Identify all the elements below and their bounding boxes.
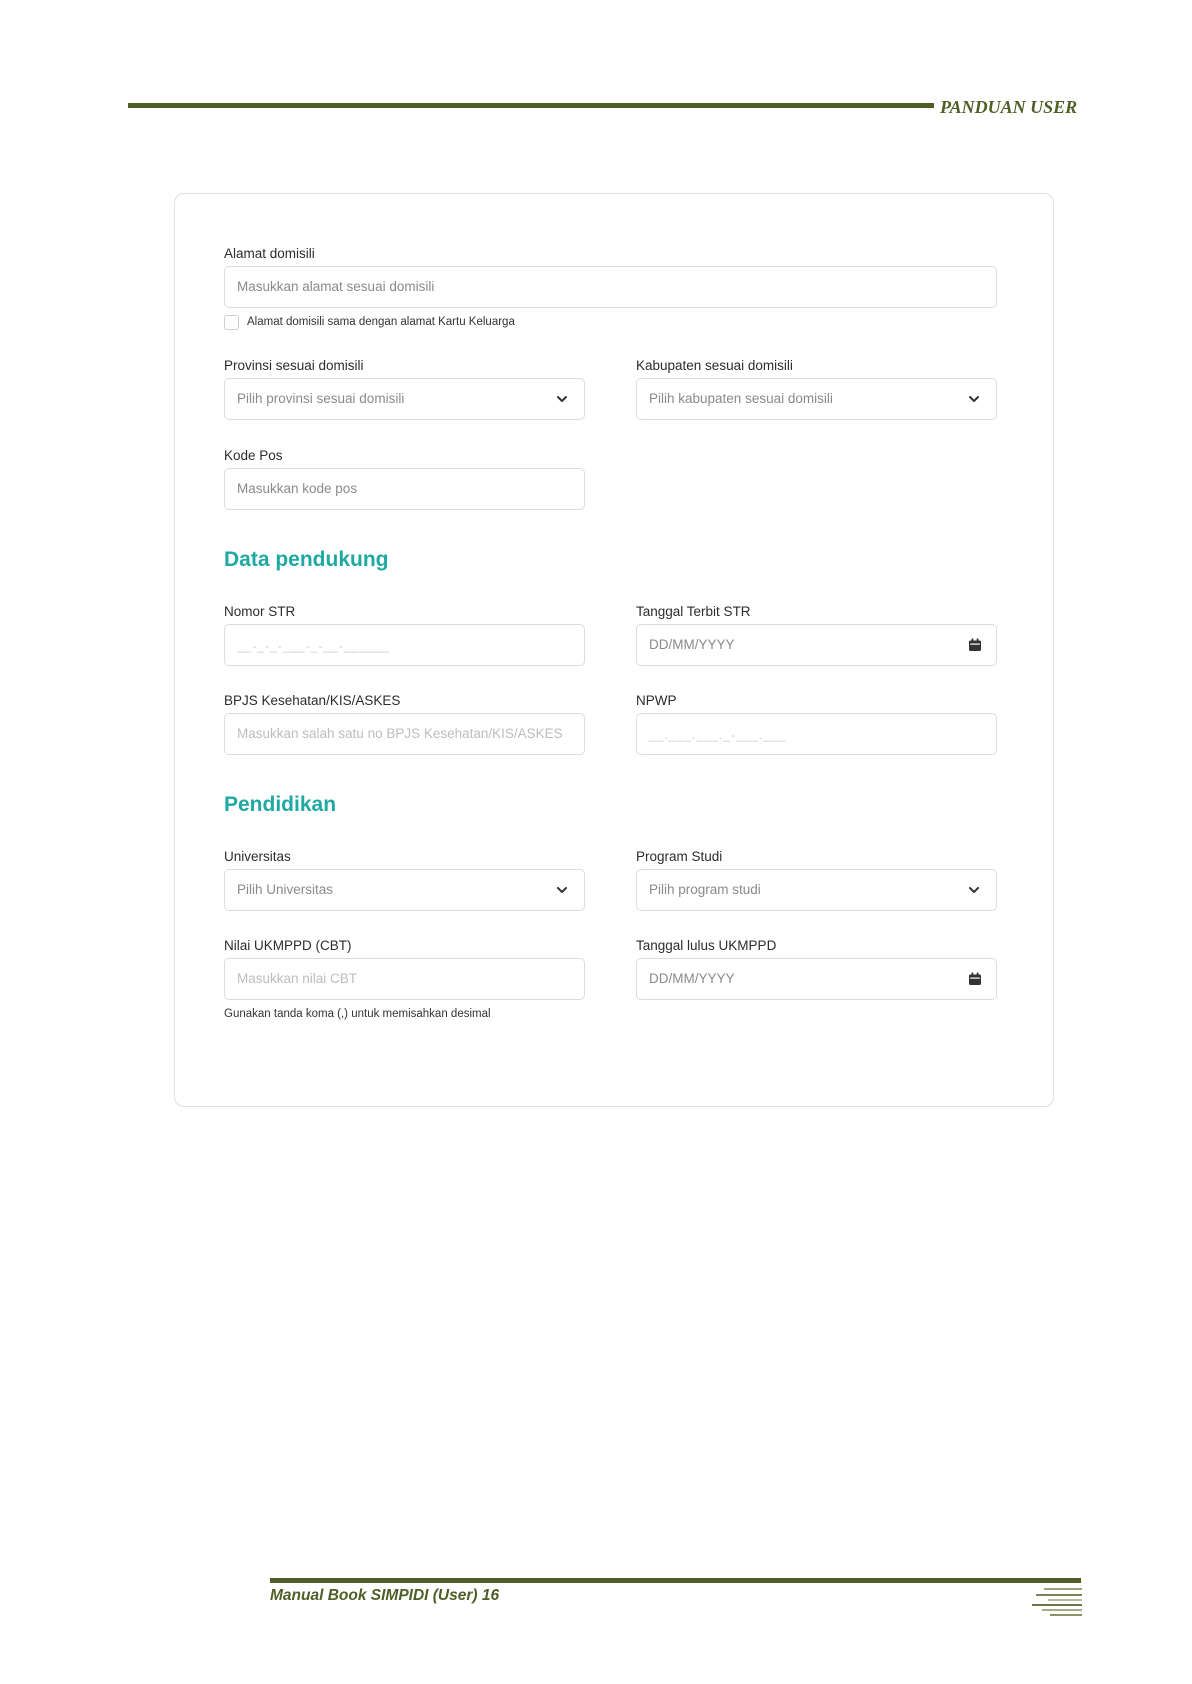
postal-code-placeholder: Masukkan kode pos	[237, 481, 358, 496]
graduation-date-label: Tanggal lulus UKMPPD	[636, 938, 777, 953]
calendar-icon[interactable]	[968, 638, 982, 652]
province-placeholder: Pilih provinsi sesuai domisili	[237, 391, 405, 406]
bpjs-placeholder: Masukkan salah satu no BPJS Kesehatan/KIS/ASKES	[237, 726, 563, 741]
str-date-input[interactable]	[636, 624, 997, 666]
cbt-score-placeholder: Masukkan nilai CBT	[237, 971, 358, 986]
chevron-down-icon	[554, 391, 570, 407]
header-rule	[128, 103, 934, 108]
university-placeholder: Pilih Universitas	[237, 882, 334, 897]
province-label: Provinsi sesuai domisili	[224, 358, 364, 373]
npwp-input[interactable]	[636, 713, 997, 755]
study-program-label: Program Studi	[636, 849, 723, 864]
str-number-input[interactable]	[224, 624, 585, 666]
same-as-kk-label: Alamat domisili sama dengan alamat Kartu Keluarga	[247, 316, 515, 328]
header-title: PANDUAN USER	[940, 97, 1078, 117]
npwp-mask: __.___.___._-___.___	[649, 728, 787, 742]
regency-label: Kabupaten sesuai domisili	[636, 358, 793, 373]
chevron-down-icon	[554, 882, 570, 898]
postal-code-input[interactable]	[224, 468, 585, 510]
university-select[interactable]	[224, 869, 585, 911]
domicile-address-placeholder: Masukkan alamat sesuai domisili	[237, 279, 435, 294]
str-date-placeholder: DD/MM/YYYY	[649, 637, 735, 652]
form-card	[174, 193, 1054, 1107]
str-number-label: Nomor STR	[224, 604, 296, 619]
calendar-icon[interactable]	[968, 972, 982, 986]
graduation-date-placeholder: DD/MM/YYYY	[649, 971, 735, 986]
province-select[interactable]	[224, 378, 585, 420]
graduation-date-input[interactable]	[636, 958, 997, 1000]
chevron-down-icon	[966, 391, 982, 407]
bpjs-input[interactable]	[224, 713, 585, 755]
education-heading: Pendidikan	[224, 793, 337, 816]
chevron-down-icon	[966, 882, 982, 898]
study-program-select[interactable]	[636, 869, 997, 911]
cbt-score-label: Nilai UKMPPD (CBT)	[224, 938, 352, 953]
domicile-address-label: Alamat domisili	[224, 246, 315, 261]
regency-placeholder: Pilih kabupaten sesuai domisili	[649, 391, 833, 406]
postal-code-label: Kode Pos	[224, 448, 283, 463]
regency-select[interactable]	[636, 378, 997, 420]
study-program-placeholder: Pilih program studi	[649, 882, 761, 897]
cbt-score-hint: Gunakan tanda koma (,) untuk memisahkan desimal	[224, 1008, 491, 1020]
str-date-label: Tanggal Terbit STR	[636, 604, 751, 619]
footer-title: Manual Book SIMPIDI (User) 16	[270, 1587, 500, 1604]
str-number-mask: __-_-_-___-_-__-______	[237, 639, 390, 653]
footer-rule	[270, 1578, 1081, 1583]
domicile-address-input[interactable]	[224, 266, 997, 308]
same-as-kk-checkbox[interactable]	[224, 315, 239, 330]
npwp-label: NPWP	[636, 693, 677, 708]
university-label: Universitas	[224, 849, 291, 864]
cbt-score-input[interactable]	[224, 958, 585, 1000]
footer-decoration-icon	[1030, 1586, 1082, 1620]
supporting-data-heading: Data pendukung	[224, 548, 389, 571]
bpjs-label: BPJS Kesehatan/KIS/ASKES	[224, 693, 401, 708]
